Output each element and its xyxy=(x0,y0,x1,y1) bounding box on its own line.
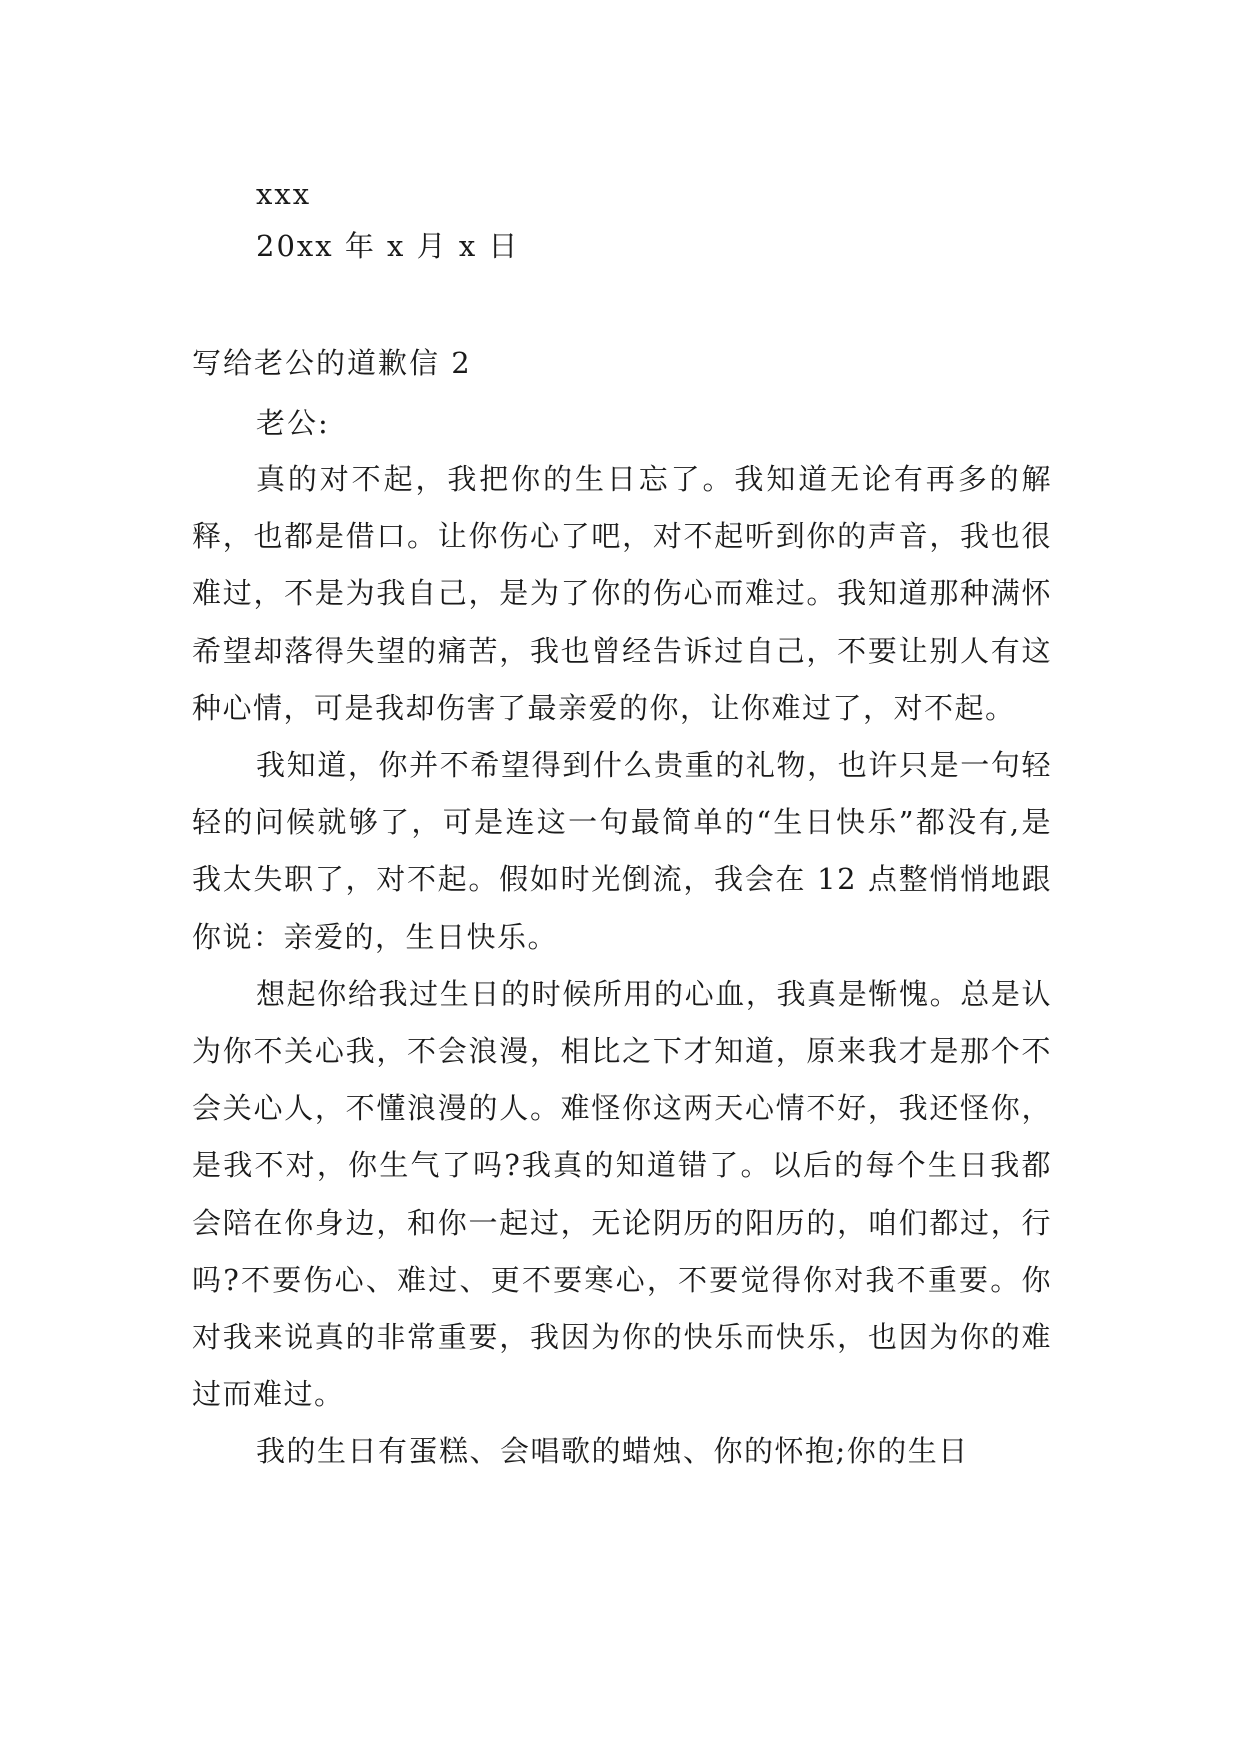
signature-name: xxx xyxy=(256,177,312,211)
letter-body xyxy=(192,451,1052,1481)
signature-block xyxy=(256,168,519,272)
body-paragraph: 想起你给我过生日的时候所用的心血，我真是惭愧。总是认为你不关心我，不会浪漫，相比之下才知道，原来我才是那个不会关心人，不懂浪漫的人。难怪你这两天心情不好，我还怪你，是我不对，你生气了吗?我真的知道错了。以后的每个生日我都会陪在你身边，和你一起过，无论阴历的阳历的，咱们都过，行吗?不要伤心、难过、更不要寒心，不要觉得你对我不重要。你对我来说真的非常重要，我因为你的快乐而快乐，也因为你的难过而难过。 xyxy=(192,976,1052,1412)
body-paragraph: 我的生日有蛋糕、会唱歌的蜡烛、你的怀抱;你的生日 xyxy=(256,1434,969,1469)
body-paragraph: 真的对不起，我把你的生日忘了。我知道无论有再多的解释，也都是借口。让你伤心了吧，对不起听到你的声音，我也很难过，不是为我自己，是为了你的伤心而难过。我知道那种满怀希望却落得失望的痛苦，我也曾经告诉过自己，不要让别人有这种心情，可是我却伤害了最亲爱的你，让你难过了，对不起。 xyxy=(192,462,1052,725)
letter-heading: 写给老公的道歉信 2 xyxy=(192,346,472,380)
body-paragraph: 我知道，你并不希望得到什么贵重的礼物，也许只是一句轻轻的问候就够了，可是连这一句最简单的“生日快乐”都没有,是我太失职了，对不起。假如时光倒流，我会在 12 点整悄悄地跟你说：亲爱的，生日快乐。 xyxy=(192,748,1052,954)
letter-salutation: 老公: xyxy=(256,406,330,440)
signature-date: 20xx 年 x 月 x 日 xyxy=(256,229,520,263)
